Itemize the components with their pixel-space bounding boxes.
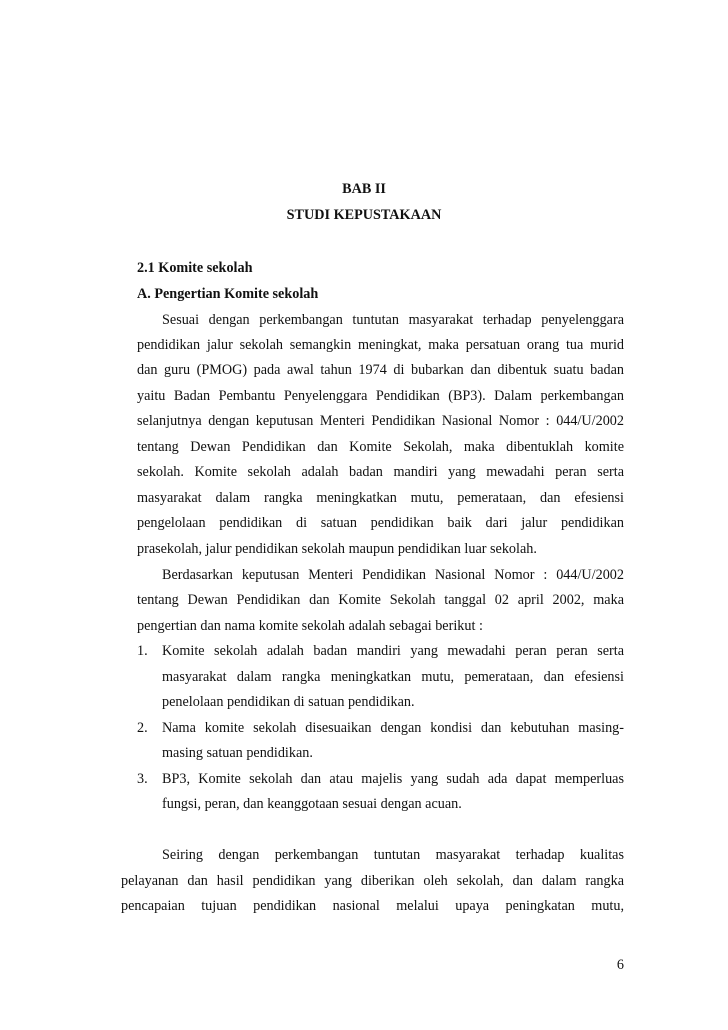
chapter-title: STUDI KEPUSTAKAAN <box>286 207 442 223</box>
paragraph-line: pelayanan dan hasil pendidikan yang diberikan oleh sekolah, dan dalam rangka <box>121 873 624 889</box>
paragraph-line: dan guru (PMOG) pada awal tahun 1974 di bubarkan dan dibentuk suatu badan <box>137 362 624 378</box>
paragraph-line: tentang Dewan Pendidikan dan Komite Sekolah, maka dibentuklah komite <box>137 439 624 455</box>
list-marker: 2. <box>137 720 148 736</box>
paragraph-line: pengertian dan nama komite sekolah adalah sebagai berikut : <box>137 618 483 634</box>
paragraph-line: masyarakat dalam rangka meningkatkan mutu, pemerataan, dan efesiensi <box>137 490 624 506</box>
section-heading: 2.1 Komite sekolah <box>137 260 253 276</box>
chapter-number: BAB II <box>342 181 386 197</box>
paragraph-line: Berdasarkan keputusan Menteri Pendidikan Nasional Nomor : 044/U/2002 <box>162 567 624 583</box>
paragraph-line: Sesuai dengan perkembangan tuntutan masyarakat terhadap penyelenggara <box>162 312 624 328</box>
paragraph-line: pendidikan jalur sekolah semangkin meningkat, maka persatuan orang tua murid <box>137 337 624 353</box>
list-item-line: Nama komite sekolah disesuaikan dengan kondisi dan kebutuhan masing- <box>162 720 624 736</box>
list-item-line: fungsi, peran, dan keanggotaan sesuai dengan acuan. <box>162 796 462 812</box>
list-item-line: BP3, Komite sekolah dan atau majelis yang sudah ada dapat memperluas <box>162 771 624 787</box>
list-item-line: Komite sekolah adalah badan mandiri yang mewadahi peran peran serta <box>162 643 624 659</box>
list-marker: 3. <box>137 771 148 787</box>
list-item-line: penelolaan pendidikan di satuan pendidikan. <box>162 694 415 710</box>
paragraph-line: pencapaian tujuan pendidikan nasional melalui upaya peningkatan mutu, <box>121 898 624 914</box>
paragraph-line: tentang Dewan Pendidikan dan Komite Sekolah tanggal 02 april 2002, maka <box>137 592 624 608</box>
section-subheading: A. Pengertian Komite sekolah <box>137 286 319 302</box>
paragraph-line: pengelolaan pendidikan di satuan pendidikan baik dari jalur pendidikan <box>137 515 624 531</box>
list-item-line: masing satuan pendidikan. <box>162 745 313 761</box>
paragraph-line: Seiring dengan perkembangan tuntutan masyarakat terhadap kualitas <box>162 847 624 863</box>
list-marker: 1. <box>137 643 148 659</box>
paragraph-line: prasekolah, jalur pendidikan sekolah maupun pendidikan luar sekolah. <box>137 541 537 557</box>
page-number: 6 <box>616 957 624 973</box>
paragraph-line: yaitu Badan Pembantu Penyelenggara Pendidikan (BP3). Dalam perkembangan <box>137 388 624 404</box>
paragraph-line: sekolah. Komite sekolah adalah badan mandiri yang mewadahi peran serta <box>137 464 624 480</box>
paragraph-line: selanjutnya dengan keputusan Menteri Pendidikan Nasional Nomor : 044/U/2002 <box>137 413 624 429</box>
list-item-line: masyarakat dalam rangka meningkatkan mutu, pemerataan, dan efesiensi <box>162 669 624 685</box>
